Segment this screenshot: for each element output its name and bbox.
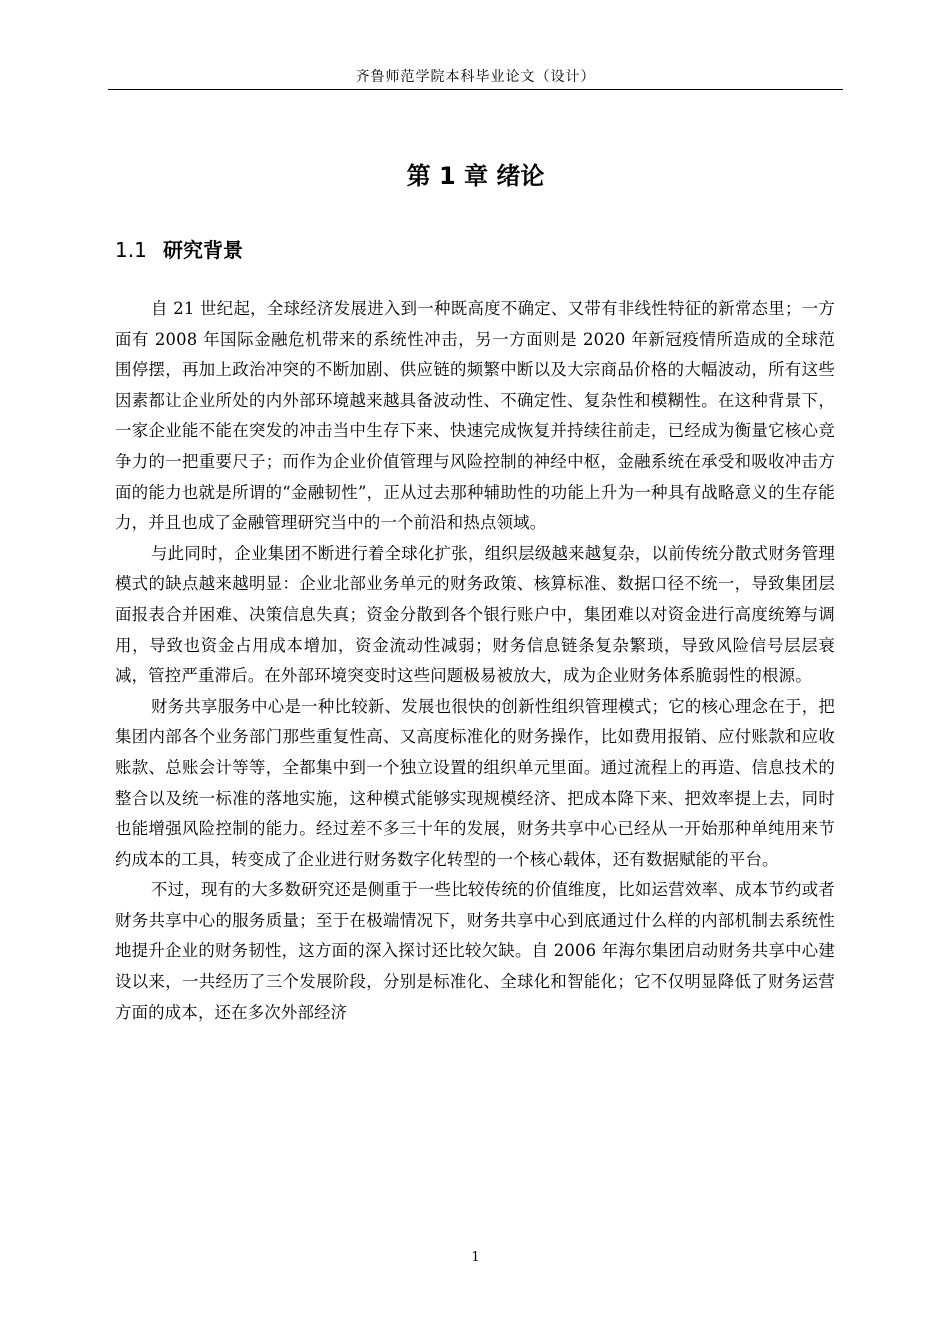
section-heading (115, 236, 243, 264)
paragraph-2: 与此同时，企业集团不断进行着全球化扩张，组织层级越来越复杂，以前传统分散式财务管理模式的缺点越来越明显：企业北部业务单元的财务政策、核算标准、数据口径不统一，导致集团层面报表合并困难、决策信息失真；资金分散到各个银行账户中，集团难以对资金进行高度统筹与调用，导致也资金占用成本增加，资金流动性减弱；财务信息链条复杂繁琐，导致风险信号层层衰减，管控严重滞后。在外部环境突变时这些问题极易被放大，成为企业财务体系脆弱性的根源。 (115, 543, 835, 686)
body-text (115, 294, 835, 1028)
page-number: 1 (471, 1250, 480, 1265)
section-title: 研究背景 (163, 238, 243, 262)
chapter-title: 第 1 章 绪论 (406, 162, 545, 190)
section-number: 1.1 (115, 238, 147, 262)
header-rule (108, 89, 843, 90)
paragraph-4: 不过，现有的大多数研究还是侧重于一些比较传统的价值维度，比如运营效率、成本节约或者财务共享中心的服务质量；至于在极端情况下，财务共享中心到底通过什么样的内部机制去系统性地提升企业的财务韧性，这方面的深入探讨还比较欠缺。自 2006 年海尔集团启动财务共享中心建设以来，一共经历了三个发展阶段，分别是标准化、全球化和智能化；它不仅明显降低了财务运营方面的成本，还在多次外部经济 (115, 880, 835, 1022)
running-header: 齐鲁师范学院本科毕业论文（设计） (355, 69, 596, 85)
paragraph-3: 财务共享服务中心是一种比较新、发展也很快的创新性组织管理模式；它的核心理念在于，把集团内部各个业务部门那些重复性高、又高度标准化的财务操作，比如费用报销、应付账款和应收账款、总账会计等等，全都集中到一个独立设置的组织单元里面。通过流程上的再造、信息技术的整合以及统一标准的落地实施，这种模式能够实现规模经济、把成本降下来、把效率提上去，同时也能增强风险控制的能力。经过差不多三十年的发展，财务共享中心已经从一开始那种单纯用来节约成本的工具，转变成了企业进行财务数字化转型的一个核心载体，还有数据赋能的平台。 (115, 696, 835, 869)
paragraph-1: 自 21 世纪起，全球经济发展进入到一种既高度不确定、又带有非线性特征的新常态里；一方面有 2008 年国际金融危机带来的系统性冲击，另一方面则是 2020 年新冠疫情所造成的全球范围停摆，再加上政治冲突的不断加剧、供应链的频繁中断以及大宗商品价格的大幅波动，所有这些因素都让企业所处的内外部环境越来越具备波动性、不确定性、复杂性和模糊性。在这种背景下，一家企业能不能在突发的冲击当中生存下来、快速完成恢复并持续往前走，已经成为衡量它核心竞争力的一把重要尺子；而作为企业价值管理与风险控制的神经中枢，金融系统在承受和吸收冲击方面的能力也就是所谓的“金融韧性”，正从过去那种辅助性的功能上升为一种具有战略意义的生存能力，并且也成了金融管理研究当中的一个前沿和热点领域。 (115, 299, 835, 533)
